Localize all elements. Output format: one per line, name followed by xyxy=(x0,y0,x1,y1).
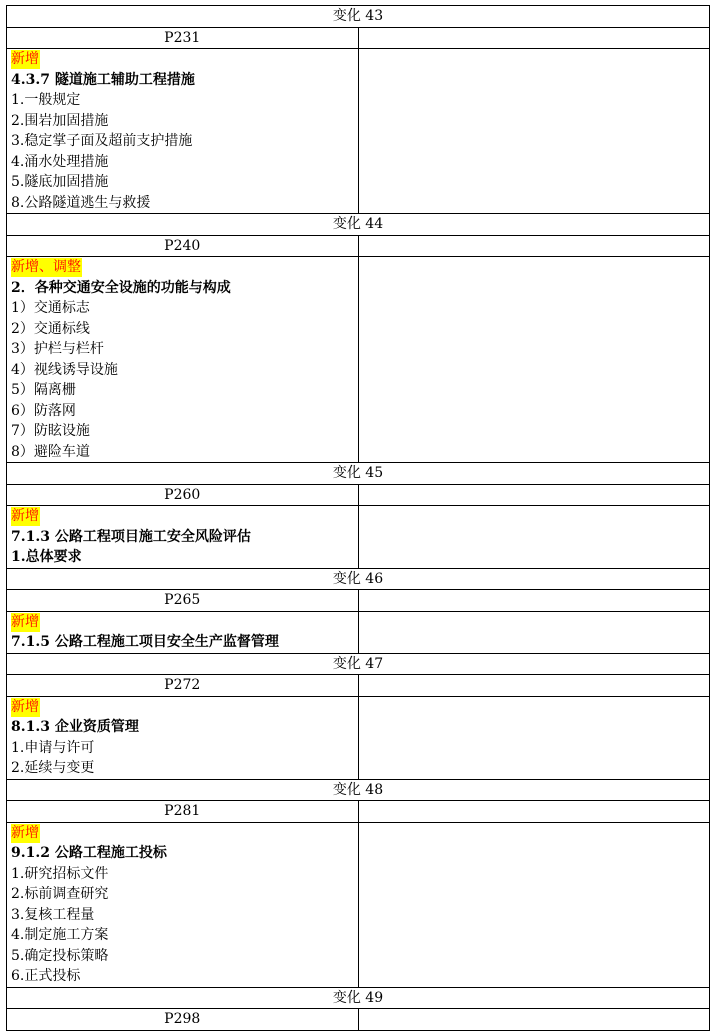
page-number: P272 xyxy=(7,675,359,697)
list-item: 2.延续与变更 xyxy=(11,760,95,776)
page-row xyxy=(7,27,710,49)
list-item: 2.标前调查研究 xyxy=(11,886,109,902)
change-tag: 新增 xyxy=(11,51,39,67)
section-heading: 7.1.5 公路工程施工项目安全生产监督管理 xyxy=(11,634,279,650)
content-row xyxy=(7,49,710,214)
section-heading: 1.总体要求 xyxy=(11,549,82,565)
list-item: 3.复核工程量 xyxy=(11,906,95,923)
change-tag: 新增 xyxy=(11,613,39,630)
tag-line xyxy=(11,49,354,70)
change-tag: 新增、调整 xyxy=(11,259,81,275)
section-header-row xyxy=(7,653,710,675)
page-row xyxy=(7,675,710,697)
list-item: 1.研究招标文件 xyxy=(11,865,109,882)
empty-cell xyxy=(358,484,710,506)
list-item: 8.公路隧道逃生与救援 xyxy=(11,194,151,211)
section-title: 变化 46 xyxy=(7,568,710,590)
section-title: 变化 47 xyxy=(7,653,710,675)
empty-cell xyxy=(358,257,710,463)
section-title: 变化 48 xyxy=(7,779,710,801)
section-heading: 9.1.2 公路工程施工投标 xyxy=(11,845,167,861)
list-item: 4.制定施工方案 xyxy=(11,927,109,943)
empty-cell xyxy=(358,801,710,823)
list-item: 4）视线诱导设施 xyxy=(11,361,118,378)
tag-line xyxy=(11,506,354,527)
list-item: 3.稳定掌子面及超前支护措施 xyxy=(11,133,193,149)
section-title: 变化 44 xyxy=(7,214,710,236)
section-header-row xyxy=(7,463,710,485)
page-number: P240 xyxy=(7,235,359,257)
empty-cell xyxy=(358,27,710,49)
empty-cell xyxy=(358,611,710,653)
empty-cell xyxy=(358,235,710,257)
page-row xyxy=(7,235,710,257)
changes-table xyxy=(6,5,710,1031)
list-item: 2.围岩加固措施 xyxy=(11,112,109,129)
page-number: P260 xyxy=(7,484,359,506)
list-item: 5）隔离栅 xyxy=(11,382,76,398)
section-heading: 4.3.7 隧道施工辅助工程措施 xyxy=(11,71,195,88)
content-row xyxy=(7,696,710,779)
change-content xyxy=(7,696,359,779)
change-tag: 新增 xyxy=(11,824,39,841)
list-item: 1）交通标志 xyxy=(11,300,90,316)
tag-line xyxy=(11,257,354,278)
section-heading: 2．各种交通安全设施的功能与构成 xyxy=(11,279,231,296)
content-row xyxy=(7,611,710,653)
section-title: 变化 45 xyxy=(7,463,710,485)
section-header-row xyxy=(7,568,710,590)
list-item: 1.申请与许可 xyxy=(11,739,95,756)
list-item: 6）防落网 xyxy=(11,402,76,419)
section-heading: 8.1.3 企业资质管理 xyxy=(11,719,139,735)
page-row xyxy=(7,801,710,823)
content-row xyxy=(7,822,710,987)
change-content xyxy=(7,611,359,653)
page-row xyxy=(7,590,710,612)
change-content xyxy=(7,506,359,569)
content-row xyxy=(7,506,710,569)
section-header-row xyxy=(7,6,710,28)
section-title: 变化 49 xyxy=(7,987,710,1009)
empty-cell xyxy=(358,696,710,779)
content-row xyxy=(7,257,710,463)
empty-cell xyxy=(358,506,710,569)
list-item: 6.正式投标 xyxy=(11,968,81,984)
section-title: 变化 43 xyxy=(7,6,710,28)
page-row xyxy=(7,484,710,506)
list-item: 5.隧底加固措施 xyxy=(11,174,109,190)
empty-cell xyxy=(358,590,710,612)
list-item: 8）避险车道 xyxy=(11,443,90,460)
change-content xyxy=(7,257,359,463)
section-header-row xyxy=(7,779,710,801)
page-number: P231 xyxy=(7,27,359,49)
change-tag: 新增 xyxy=(11,698,39,715)
change-content xyxy=(7,49,359,214)
list-item: 1.一般规定 xyxy=(11,92,81,108)
tag-line xyxy=(11,823,354,844)
tag-line xyxy=(11,697,354,718)
page-number: P281 xyxy=(7,801,359,823)
page-number: P265 xyxy=(7,590,359,612)
change-tag: 新增 xyxy=(11,508,39,524)
change-content xyxy=(7,822,359,987)
list-item: 3）护栏与栏杆 xyxy=(11,341,104,357)
page-number: P298 xyxy=(7,1009,359,1031)
empty-cell xyxy=(358,822,710,987)
section-heading: 7.1.3 公路工程项目施工安全风险评估 xyxy=(11,528,251,545)
section-header-row xyxy=(7,987,710,1009)
list-item: 2）交通标线 xyxy=(11,320,90,337)
section-header-row xyxy=(7,214,710,236)
list-item: 4.涌水处理措施 xyxy=(11,153,109,170)
empty-cell xyxy=(358,49,710,214)
empty-cell xyxy=(358,675,710,697)
list-item: 5.确定投标策略 xyxy=(11,947,109,964)
list-item: 7）防眩设施 xyxy=(11,423,90,439)
tag-line xyxy=(11,612,354,633)
